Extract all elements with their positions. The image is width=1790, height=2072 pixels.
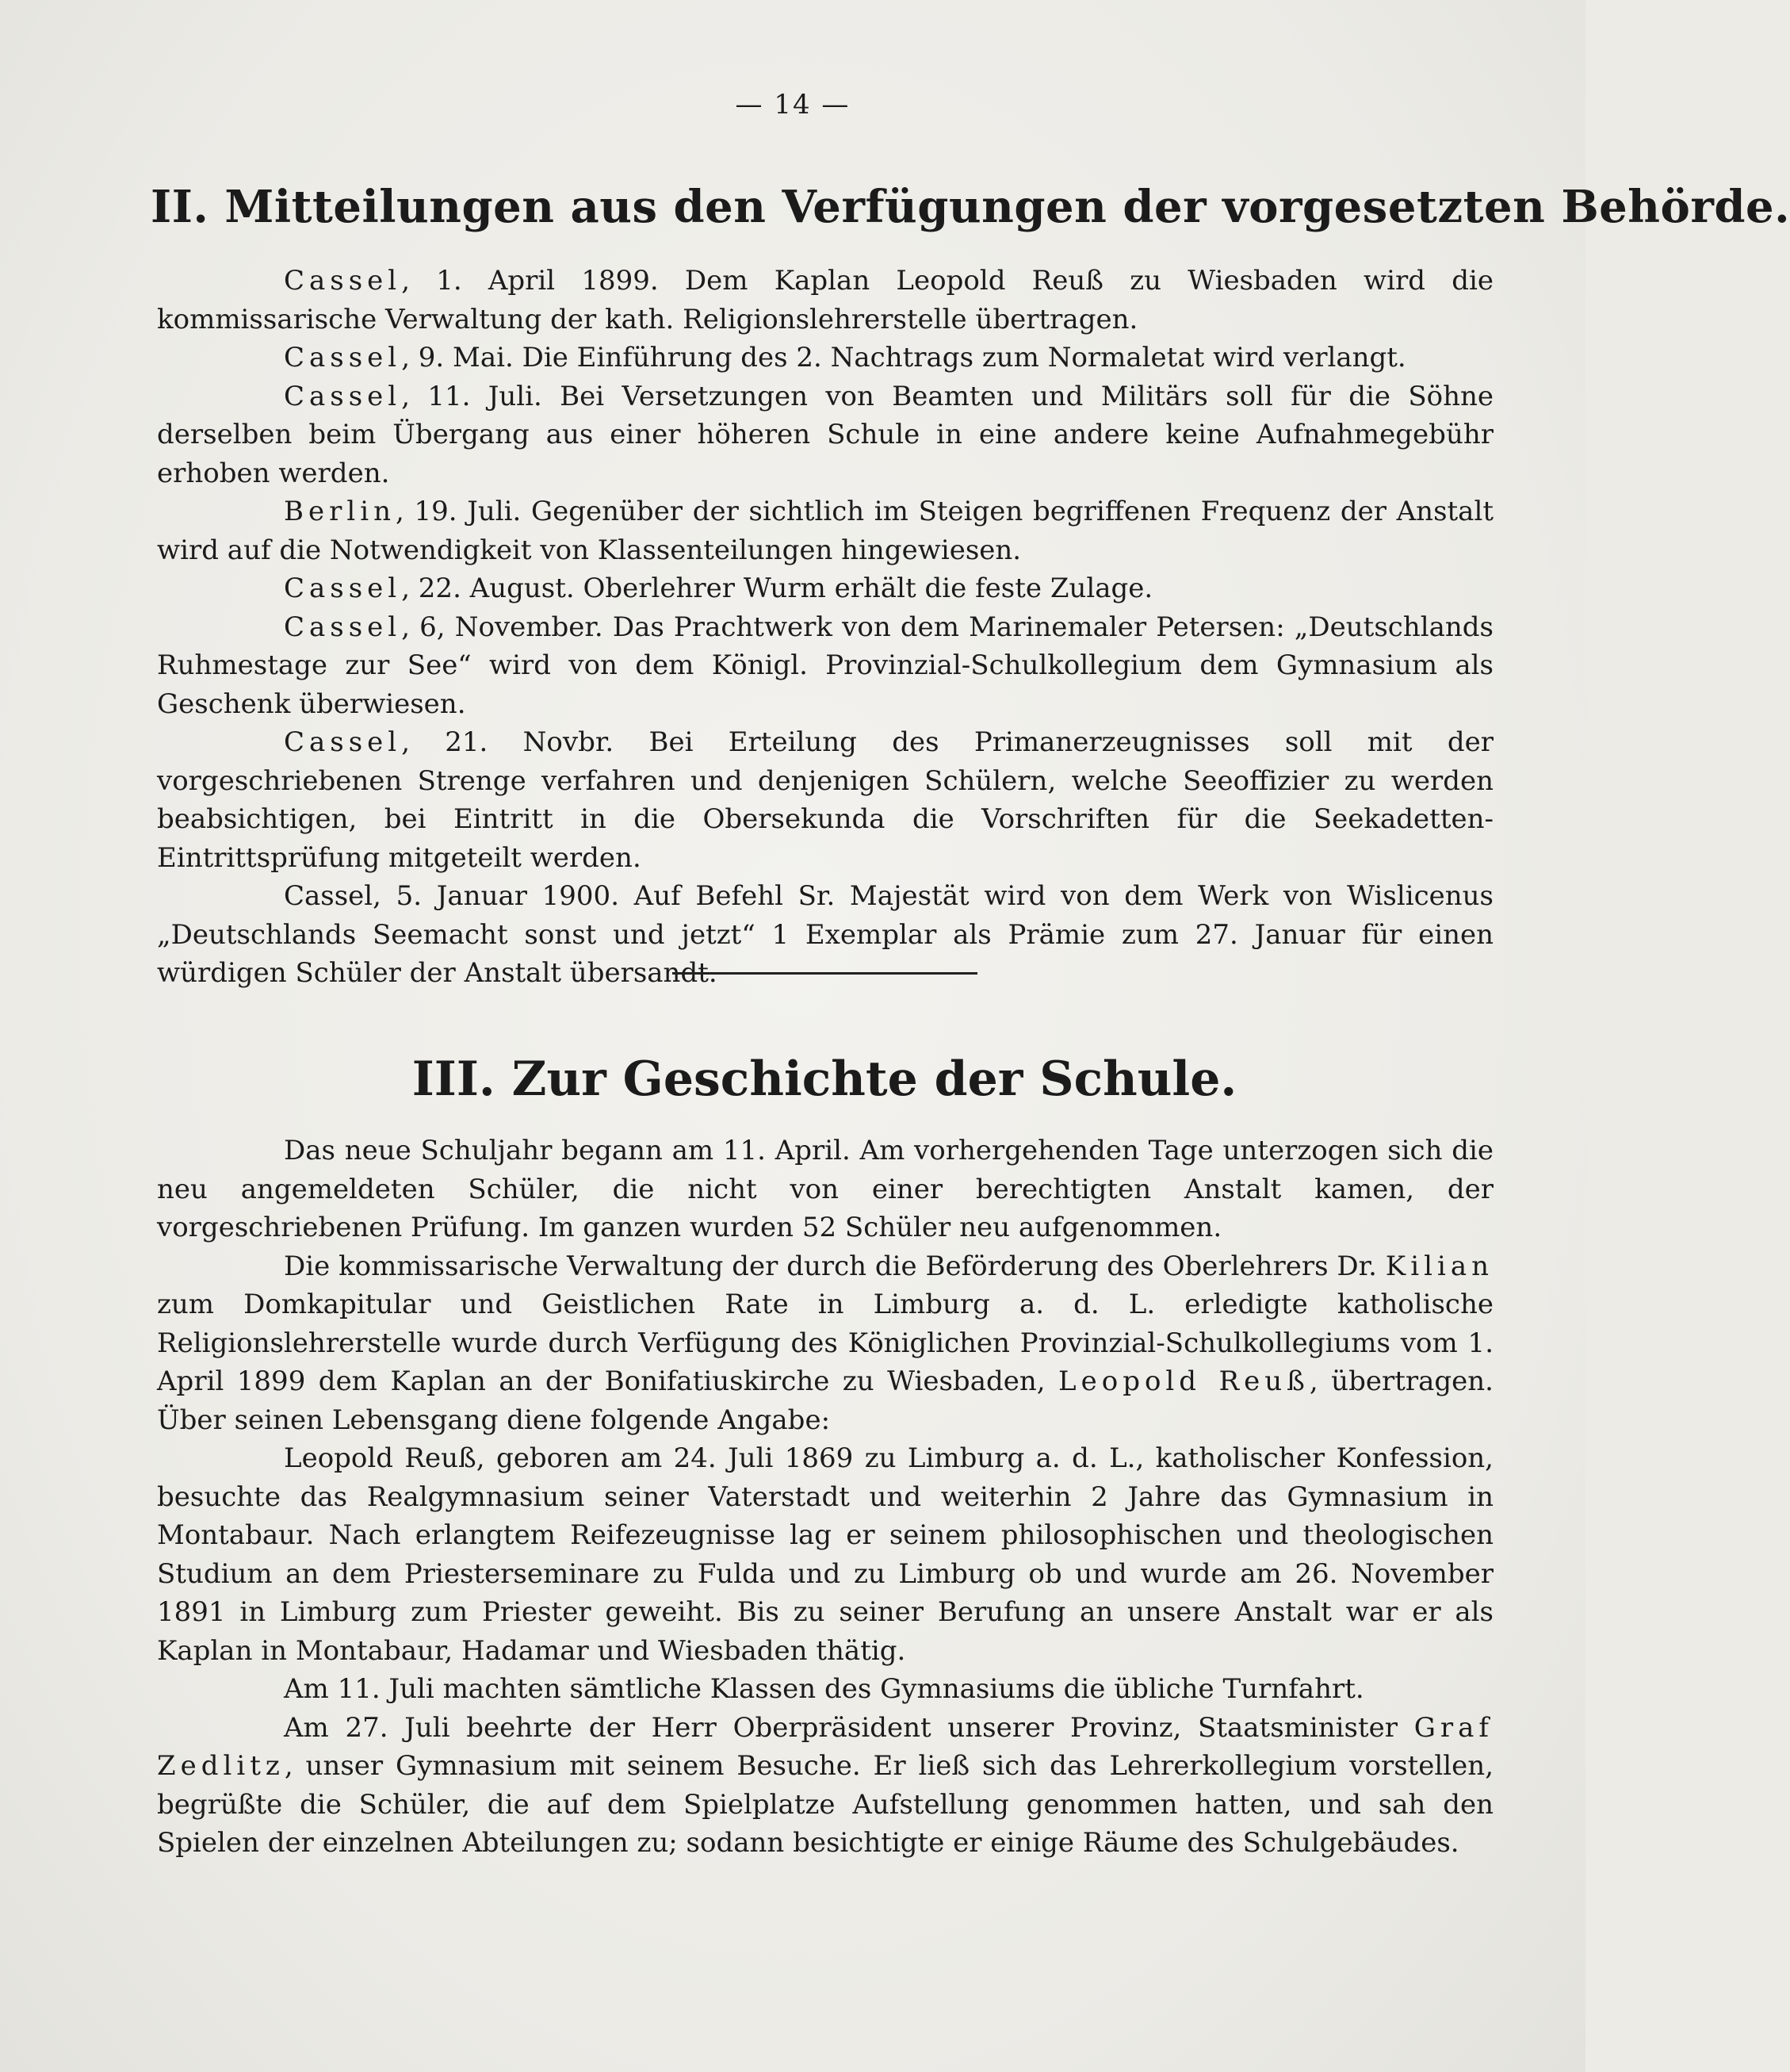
entry-text: , 22. August. Oberlehrer Wurm erhält die feste Zulage. xyxy=(401,573,1153,604)
entry-place: Cassel xyxy=(284,265,402,297)
entry-place: Berlin xyxy=(284,496,396,527)
entry-place: Cassel xyxy=(284,611,402,643)
paragraph: Das neue Schuljahr begann am 11. April. Am vorhergehenden Tage unterzogen sich die neu angemeldeten Schüler, die nicht von einer berechtigten Anstalt kamen, der vorgeschriebenen Prüfung. Im ganzen wurden 52 Schüler neu aufgenommen. xyxy=(157,1135,1494,1243)
entry-text: , 19. Juli. Gegenüber der sichtlich im Steigen begriffenen Frequenz der Anstalt wird auf die Notwendigkeit von Klassenteilungen hingewiesen. xyxy=(157,496,1494,566)
person-name: Graf Zedlitz xyxy=(157,1711,1494,1782)
entry-text: , 6, November. Das Prachtwerk von dem Marinemaler Petersen: „Deutschlands Ruhmestage zur See“ wird von dem Königl. Provinzial-Schulkollegium dem Gymnasium als Geschenk überwiesen. xyxy=(157,611,1494,720)
entry-paragraph xyxy=(157,339,1494,377)
entry-text: , 1. April 1899. Dem Kaplan Leopold Reuß zu Wiesbaden wird die kommissarische Verwaltung der kath. Religionslehrerstelle übertragen. xyxy=(157,265,1494,335)
text-run: zum Domkapitular und Geistlichen Rate in Limburg a. d. L. erledigte katholische Religionslehrerstelle wurde durch Verfügung des Königlichen Provinzial-Schulkollegiums vom 1. April 1899 dem Kaplan an der Bonifatiuskirche zu Wiesbaden, xyxy=(157,1289,1494,1397)
section-iii-body xyxy=(157,1132,1494,1863)
entry-place: Cassel xyxy=(284,573,402,604)
paragraph: Leopold Reuß, geboren am 24. Juli 1869 zu Limburg a. d. L., katholischer Konfession, besuchte das Realgymnasium seiner Vaterstadt und weiterhin 2 Jahre das Gymnasium in Montabaur. Nach erlangtem Reifezeugnisse lag er seinem philosophischen und theologischen Studium an dem Priesterseminare zu Fulda und zu Limburg ob und wurde am 26. November 1891 in Limburg zum Priester geweiht. Bis zu seiner Berufung an unsere Anstalt war er als Kaplan in Montabaur, Hadamar und Wiesbaden thätig. xyxy=(157,1442,1494,1667)
page-number: — 14 — xyxy=(735,89,851,121)
section-divider xyxy=(672,972,977,975)
section-iii-heading: III. Zur Geschichte der Schule. xyxy=(411,1051,1237,1107)
person-name: Kilian xyxy=(1385,1250,1494,1282)
entry-paragraph xyxy=(157,262,1494,339)
entry-place: Cassel xyxy=(284,342,402,373)
entry-paragraph xyxy=(157,608,1494,724)
entry-text: Cassel, 5. Januar 1900. Auf Befehl Sr. Majestät wird von dem Werk von Wislicenus „Deutschlands Seemacht sonst und jetzt“ 1 Exemplar als Prämie zum 27. Januar für einen würdigen Schüler der Anstalt übersandt. xyxy=(157,880,1494,989)
person-name: Leopold Reuß xyxy=(1058,1365,1310,1397)
entry-place: Cassel xyxy=(284,380,402,412)
section-ii-heading: II. Mitteilungen aus den Verfügungen der vorgesetzten Behörde. xyxy=(151,181,1790,233)
entry-text: , 11. Juli. Bei Versetzungen von Beamten und Militärs soll für die Söhne derselben beim Übergang aus einer höheren Schule in eine andere keine Aufnahmegebühr erhoben werden. xyxy=(157,380,1494,489)
text-run: , unser Gymnasium mit seinem Besuche. Er ließ sich das Lehrerkollegium vorstellen, begrüßte die Schüler, die auf dem Spielplatze Aufstellung genommen hatten, und sah den Spielen der einzelnen Abteilungen zu; sodann besichtigte er einige Räume des Schulgebäudes. xyxy=(157,1750,1494,1859)
entry-paragraph xyxy=(157,377,1494,493)
paragraph xyxy=(157,1709,1494,1863)
section-ii-body xyxy=(157,262,1494,993)
text-run: Die kommissarische Verwaltung der durch die Beförderung des Oberlehrers Dr. xyxy=(284,1250,1386,1282)
entry-paragraph xyxy=(157,569,1494,608)
entry-text: , 21. Novbr. Bei Erteilung des Primanerzeugnisses soll mit der vorgeschriebenen Strenge verfahren und denjenigen Schülern, welche Seeoffizier zu werden beabsichtigen, bei Eintritt in die Obersekunda die Vorschriften für die Seekadetten-Eintrittsprüfung mitgeteilt werden. xyxy=(157,726,1494,874)
paragraph: Am 11. Juli machten sämtliche Klassen des Gymnasiums die übliche Turnfahrt. xyxy=(284,1673,1364,1705)
entry-paragraph xyxy=(157,723,1494,877)
entry-text: , 9. Mai. Die Einführung des 2. Nachtrags zum Normaletat wird verlangt. xyxy=(401,342,1406,373)
paragraph xyxy=(157,1247,1494,1440)
text-run: Am 27. Juli beehrte der Herr Oberpräsident unserer Provinz, Staatsminister xyxy=(284,1711,1414,1744)
entry-place: Cassel xyxy=(284,726,402,758)
text-run: , übertragen. Über seinen Lebensgang diene folgende Angabe: xyxy=(157,1365,1494,1436)
entry-paragraph xyxy=(157,492,1494,569)
entry-paragraph xyxy=(157,877,1494,993)
